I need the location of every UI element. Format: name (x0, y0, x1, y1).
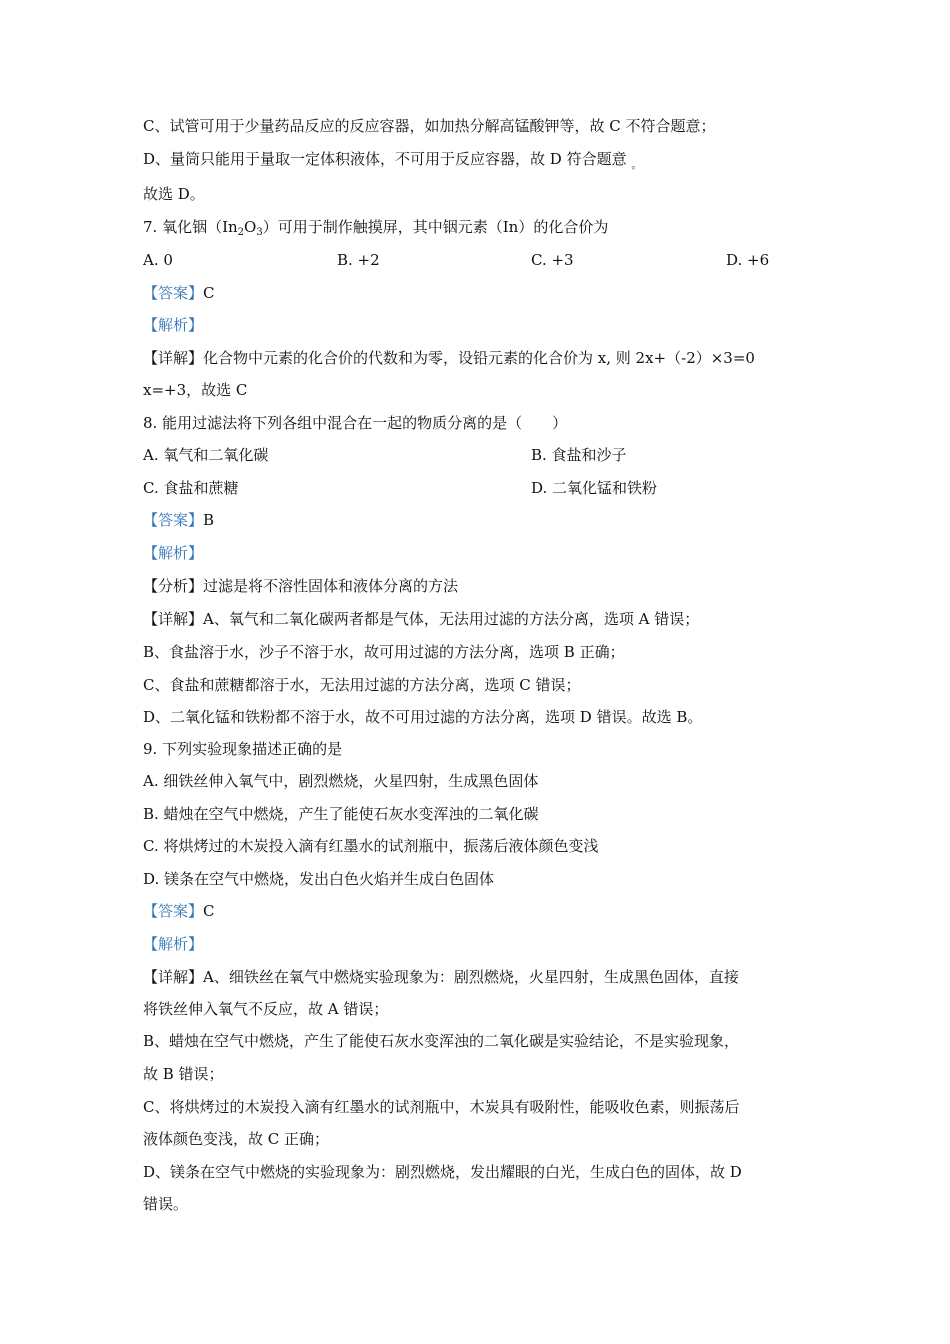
answer-line (143, 901, 215, 921)
detail-line: 故 B 错误； (143, 1065, 224, 1083)
answer-line (143, 283, 215, 303)
option-c: C. +3 (531, 251, 574, 269)
analysis-label: 【解析】 (143, 544, 204, 562)
option-d: D. 二氧化锰和铁粉 (531, 479, 658, 497)
answer-label: 【答案】 (143, 284, 204, 302)
detail-line (143, 348, 755, 368)
fenxi-text: 过滤是将不溶性固体和液体分离的方法 (203, 577, 459, 595)
detail-line: B、食盐溶于水，沙子不溶于水，故可用过滤的方法分离，选项 B 正确； (143, 643, 625, 661)
text-segment: D、量筒只能用于量取一定体积液体，不可用于反应容器，故 D 符合题意 (143, 150, 627, 168)
subscript: 2 (237, 227, 245, 238)
answer-label: 【答案】 (143, 902, 204, 920)
stem-part: ）可用于制作触摸屏，其中铟元素（In）的化合价为 (262, 218, 609, 236)
option-b: B. 蜡烛在空气中燃烧，产生了能使石灰水变浑浊的二氧化碳 (143, 805, 539, 823)
option-d: D. +6 (726, 251, 770, 269)
option-c: C. 食盐和蔗糖 (143, 479, 239, 497)
answer-line (143, 510, 214, 530)
text-line: 故选 D。 (143, 185, 205, 203)
option-a: A. 细铁丝伸入氧气中，剧烈燃烧，火星四射，生成黑色固体 (143, 772, 539, 790)
detail-line: 错误。 (143, 1195, 189, 1213)
detail-line: x=+3，故选 C (143, 381, 248, 399)
option-c: C. 将烘烤过的木炭投入滴有红墨水的试剂瓶中，振荡后液体颜色变浅 (143, 837, 599, 855)
detail-line: B、蜡烛在空气中燃烧，产生了能使石灰水变浑浊的二氧化碳是实验结论，不是实验现象， (143, 1032, 740, 1050)
detail-line: D、镁条在空气中燃烧的实验现象为：剧烈燃烧，发出耀眼的白光，生成白色的固体，故 D (143, 1163, 742, 1181)
detail-line: 将铁丝伸入氧气不反应，故 A 错误； (143, 1000, 389, 1018)
detail-line: D、二氧化锰和铁粉都不溶于水，故不可用过滤的方法分离，选项 D 错误。故选 B。 (143, 708, 703, 726)
stem-part: O (244, 218, 257, 236)
option-b: B. +2 (337, 251, 380, 269)
text-line: C、试管可用于少量药品反应的反应容器，如加热分解高锰酸钾等，故 C 不符合题意； (143, 117, 716, 135)
analysis-line (143, 576, 458, 596)
question-8-stem: 8. 能用过滤法将下列各组中混合在一起的物质分离的是（ ） (143, 414, 568, 432)
detail-text: A、细铁丝在氧气中燃烧实验现象为：剧烈燃烧，火星四射，生成黑色固体，直接 (203, 968, 739, 986)
answer-value: B (203, 511, 215, 529)
detail-line (143, 609, 699, 629)
analysis-label: 【解析】 (143, 316, 204, 334)
answer-value: C (203, 284, 215, 302)
detail-line: C、将烘烤过的木炭投入滴有红墨水的试剂瓶中，木炭具有吸附性，能吸收色素，则振荡后 (143, 1098, 740, 1116)
option-b: B. 食盐和沙子 (531, 446, 627, 464)
subscript: 3 (256, 227, 263, 238)
detail-line (143, 967, 739, 987)
answer-value: C (203, 902, 215, 920)
analysis-label: 【解析】 (143, 935, 204, 953)
question-7-stem (143, 217, 608, 237)
option-d: D. 镁条在空气中燃烧，发出白色火焰并生成白色固体 (143, 870, 495, 888)
detail-text: 化合物中元素的化合价的代数和为零，设铅元素的化合价为 x, 则 2x+（-2）×3=0 (203, 349, 755, 367)
stem-part: 7. 氧化铟（In (143, 218, 238, 236)
option-a: A. 0 (143, 251, 173, 269)
text-line (143, 149, 642, 175)
detail-line: C、食盐和蔗糖都溶于水，无法用过滤的方法分离，选项 C 错误； (143, 676, 581, 694)
option-a: A. 氧气和二氧化碳 (143, 446, 269, 464)
period-mark: 。 (631, 158, 643, 171)
detail-label: 【详解】 (143, 349, 204, 367)
fenxi-label: 【分析】 (143, 577, 204, 595)
detail-line: 液体颜色变浅，故 C 正确； (143, 1130, 330, 1148)
answer-label: 【答案】 (143, 511, 204, 529)
question-9-stem: 9. 下列实验现象描述正确的是 (143, 740, 343, 758)
detail-label: 【详解】 (143, 968, 204, 986)
detail-label: 【详解】 (143, 610, 204, 628)
detail-text: A、氧气和二氧化碳两者都是气体，无法用过滤的方法分离，选项 A 错误； (203, 610, 700, 628)
